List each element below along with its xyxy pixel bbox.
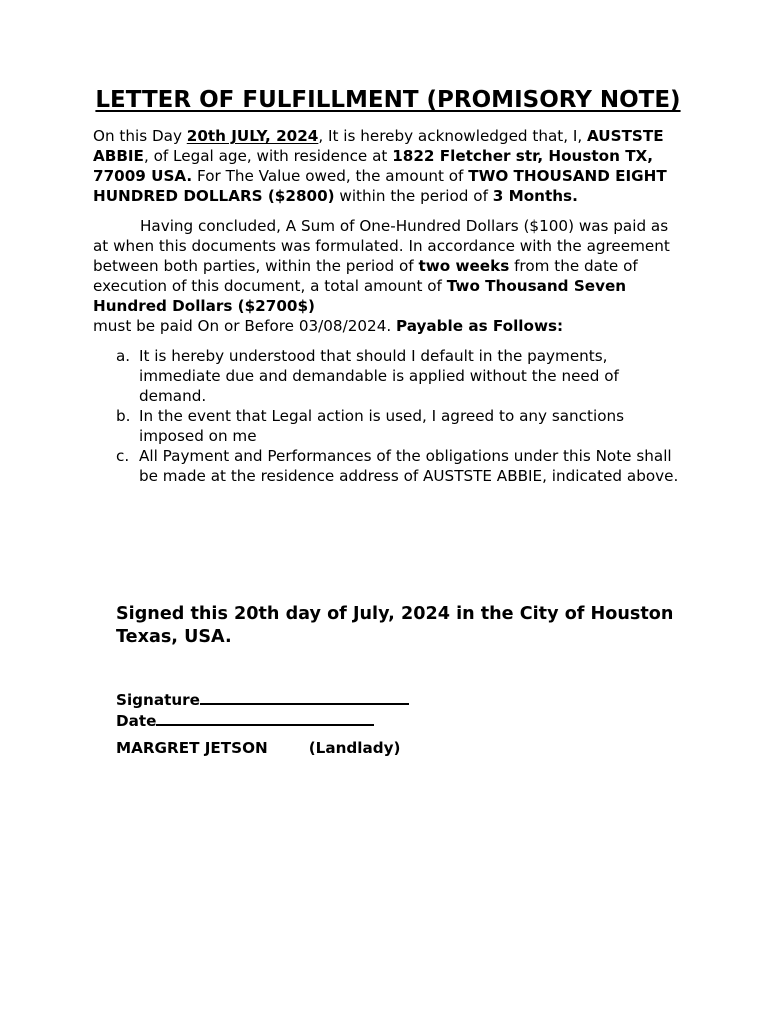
signature-label: Signature: [116, 691, 200, 709]
signed-statement: Signed this 20th day of July, 2024 in the City of Houston Texas, USA.: [116, 604, 674, 647]
opening-paragraph: [93, 126, 683, 206]
date-label: Date: [116, 712, 157, 730]
payable-heading: Payable as Follows:: [396, 317, 564, 335]
date-row: [116, 710, 409, 731]
list-marker: c.: [116, 447, 130, 465]
payment-window: two weeks: [418, 257, 510, 275]
repayment-period: 3 Months.: [492, 187, 578, 205]
terms-paragraph: [93, 216, 683, 336]
p2-text-2: from the date of execution of this document, a total amount of: [93, 257, 638, 295]
signature-block: [116, 689, 409, 731]
amount-owed: TWO THOUSAND EIGHT HUNDRED DOLLARS ($2800): [93, 167, 667, 205]
list-item-text: In the event that Legal action is used, I agreed to any sanctions imposed on me: [139, 407, 625, 445]
document-title: LETTER OF FULFILLMENT (PROMISORY NOTE): [95, 87, 681, 113]
list-item: [93, 406, 683, 446]
p1-text-4: For The Value owed, the amount of: [192, 167, 469, 185]
list-marker: b.: [116, 407, 131, 425]
p2-text-1: Having concluded, A Sum of One-Hundred Dollars ($100) was paid as at when this documents was formulated. In accordance with the agreement between both parties, within the period of: [93, 217, 670, 275]
p1-text-2: , It is hereby acknowledged that, I,: [318, 127, 588, 145]
signer-role: (Landlady): [308, 739, 401, 757]
list-item: [93, 446, 683, 486]
signer-line: [116, 738, 400, 758]
signer-name: MARGRET JETSON: [116, 739, 268, 757]
p1-text-3: , of Legal age, with residence at: [143, 147, 393, 165]
p2-text-3: must be paid On or Before 03/08/2024.: [93, 317, 397, 335]
p1-text-5: within the period of: [334, 187, 493, 205]
residence-address: 1822 Fletcher str, Houston TX, 77009 USA.: [93, 147, 654, 185]
conditions-list: [93, 346, 683, 486]
debtor-name: AUSTSTE ABBIE: [93, 127, 664, 165]
list-item-text: It is hereby understood that should I default in the payments, immediate due and demandable is applied without the need of demand.: [139, 347, 619, 405]
signature-row: [116, 689, 409, 710]
list-marker: a.: [116, 347, 131, 365]
agreement-date: 20th JULY, 2024: [186, 127, 319, 145]
list-item: [93, 346, 683, 406]
date-line[interactable]: [156, 710, 374, 726]
p1-text-1: On this Day: [93, 127, 187, 145]
list-item-text: All Payment and Performances of the obligations under this Note shall be made at the residence address of AUSTSTE ABBIE, indicated above.: [139, 447, 679, 485]
signature-line[interactable]: [200, 689, 409, 705]
remaining-amount: Two Thousand Seven Hundred Dollars ($2700$): [93, 277, 627, 315]
document-page: [93, 86, 683, 486]
